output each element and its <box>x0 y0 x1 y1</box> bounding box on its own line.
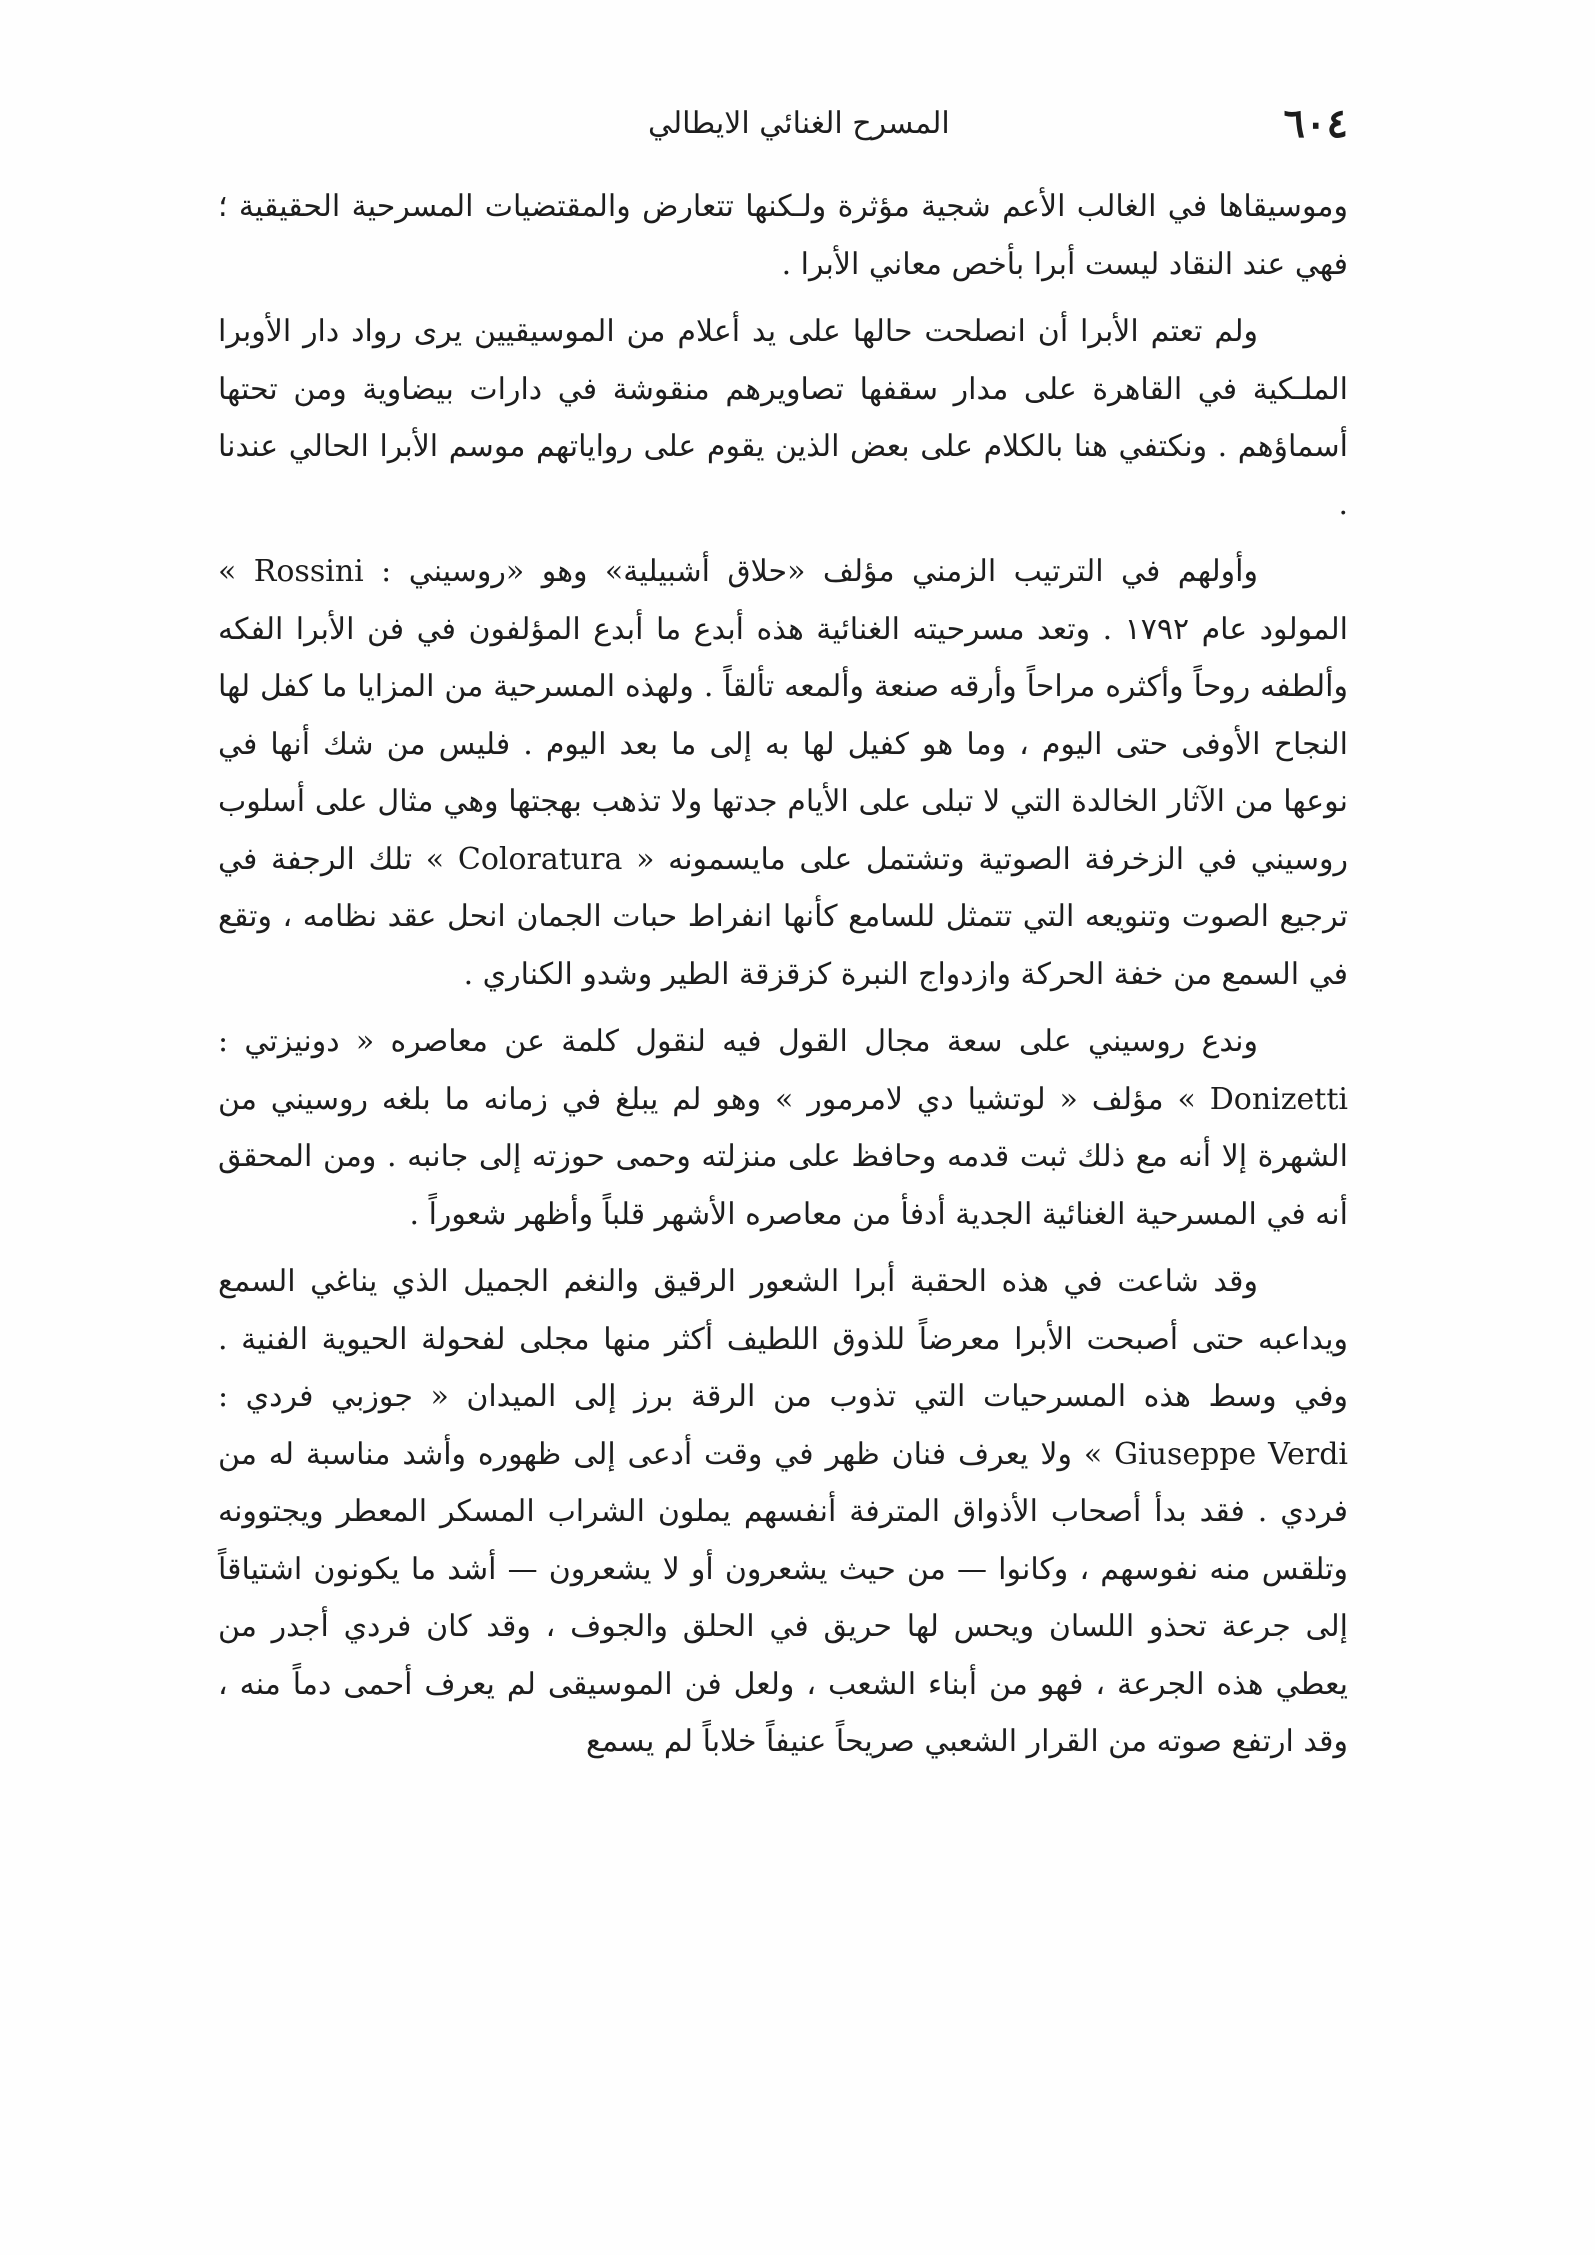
paragraph-4: وندع روسيني على سعة مجال القول فيه لنقول كلمة عن معاصره « دونيزتي : Donizetti » مؤلف « لوتشيا دي لامرمور » وهو لم يبلغ في زمانه ما بلغه روسيني من الشهرة إلا أنه مع ذلك ثبت قدمه وحافظ على منزلته وحمى حوزته إلى جانبه . ومن المحقق أنه في المسرحية الغنائية الجدية أدفأ من معاصره الأشهر قلباً وأظهر شعوراً . <box>218 1024 1348 1232</box>
paragraph-3: وأولهم في الترتيب الزمني مؤلف «حلاق أشبيلية» وهو «روسيني : Rossini » المولود عام ١٧٩٢ . وتعد مسرحيته الغنائية هذه أبدع ما أبدع المؤلفون في فن الأبرا الفكه وألطفه روحاً وأكثره مراحاً وأرقه صنعة وألمعه تألقاً . ولهذه المسرحية من المزايا ما كفل لها النجاح الأوفى حتى اليوم ، وما هو كفيل لها به إلى ما بعد اليوم . فليس من شك أنها في نوعها من الآثار الخالدة التي لا تبلى على الأيام جدتها ولا تذهب بهجتها وهي مثال على أسلوب روسيني في الزخرفة الصوتية وتشتمل على مايسمونه « Coloratura » تلك الرجفة في ترجيع الصوت وتنويعه التي تتمثل للسامع كأنها انفراط حبات الجمان انحل عقد نظامه ، وتقع في السمع من خفة الحركة وازدواج النبرة كزقزقة الطير وشدو الكناري . <box>218 554 1348 992</box>
paragraph-5: وقد شاعت في هذه الحقبة أبرا الشعور الرقيق والنغم الجميل الذي يناغي السمع ويداعبه حتى أصبحت الأبرا معرضاً للذوق اللطيف أكثر منها مجلى لفحولة الحيوية الفنية . وفي وسط هذه المسرحيات التي تذوب من الرقة برز إلى الميدان « جوزبي فردي : Giuseppe Verdi » ولا يعرف فنان ظهر في وقت أدعى إلى ظهوره وأشد مناسبة له من فردي . فقد بدأ أصحاب الأذواق المترفة أنفسهم يملون الشراب المسكر المعطر ويجتوونه وتلقس منه نفوسهم ، وكانوا — من حيث يشعرون أو لا يشعرون — أشد ما يكونون اشتياقاً إلى جرعة تحذو اللسان ويحس لها حريق في الحلق والجوف ، وقد كان فردي أجدر من يعطي هذه الجرعة ، فهو من أبناء الشعب ، ولعل فن الموسيقى لم يعرف أحمى دماً منه ، وقد ارتفع صوته من القرار الشعبي صريحاً عنيفاً خلاباً لم يسمع <box>218 1264 1348 1759</box>
running-title: المسرح الغنائي الايطالي <box>648 106 950 141</box>
body-text <box>218 178 1348 1781</box>
page-header <box>218 100 1348 160</box>
page-number: ٦٠٤ <box>1283 100 1348 147</box>
paragraph-1: وموسيقاها في الغالب الأعم شجية مؤثرة ولـكنها تتعارض والمقتضيات المسرحية الحقيقية ؛ فهي عند النقاد ليست أبرا بأخص معاني الأبرا . <box>218 189 1348 282</box>
paragraph-2: ولم تعتم الأبرا أن انصلحت حالها على يد أعلام من الموسيقيين يرى رواد دار الأوبرا الملـكية في القاهرة على مدار سقفها تصاويرهم منقوشة في دارات بيضاوية ومن تحتها أسماؤهم . ونكتفي هنا بالكلام على بعض الذين يقوم على رواياتهم موسم الأبرا الحالي عندنا . <box>218 314 1348 522</box>
